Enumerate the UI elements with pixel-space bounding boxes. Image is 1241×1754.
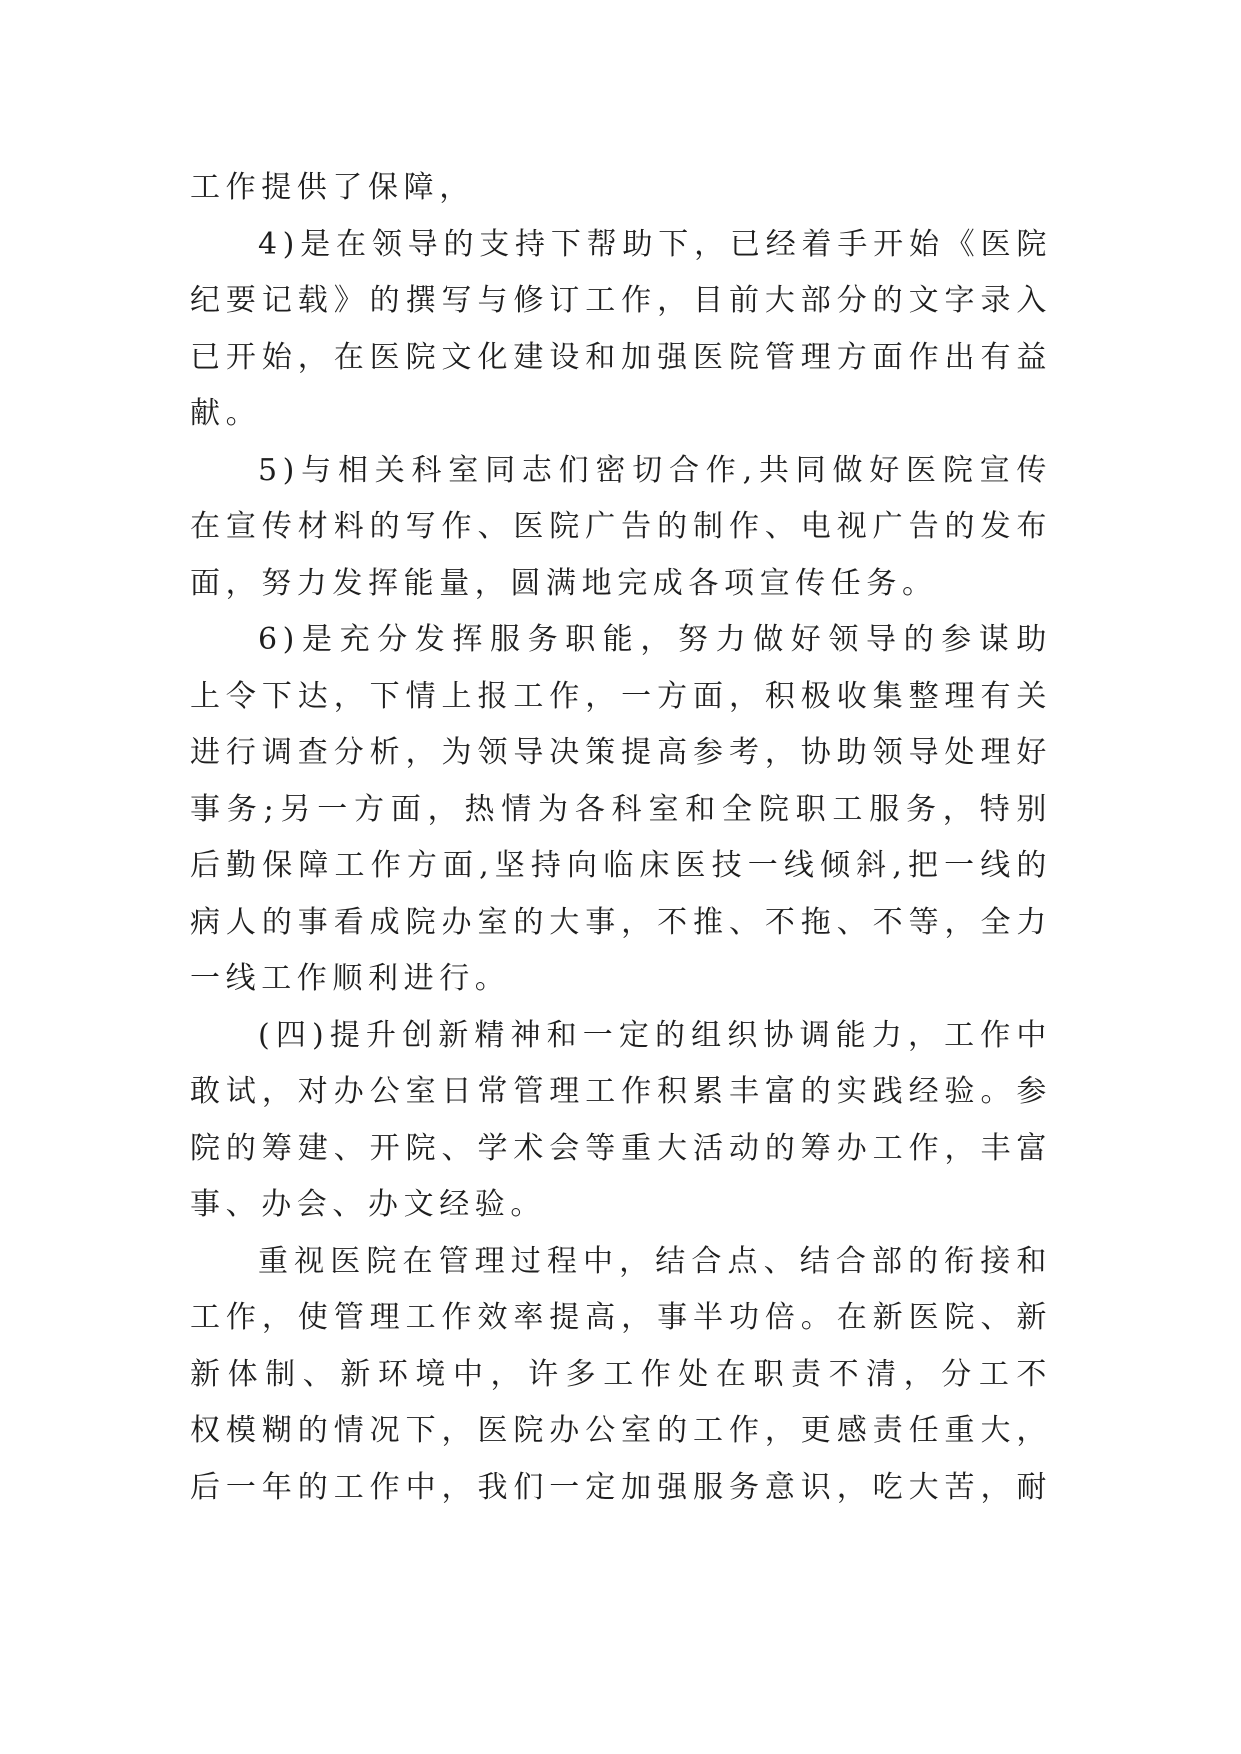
text-line: 一线工作顺利进行。 [190, 961, 511, 996]
text-line: 敢试，对办公室日常管理工作积累丰富的实践经验。参 [190, 1074, 1052, 1109]
document-body [190, 160, 1052, 1516]
text-line: 已开始，在医院文化建设和加强医院管理方面作出有益 [190, 339, 1052, 375]
text-line: 面，努力发挥能量，圆满地完成各项宣传任务。 [190, 565, 938, 601]
text-line: 后一年的工作中，我们一定加强服务意识，吃大苦，耐 [190, 1469, 1052, 1505]
text-line: 上令下达，下情上报工作，一方面，积极收集整理有关 [190, 678, 1052, 714]
text-line: 后勤保障工作方面,坚持向临床医技一线倾斜,把一线的 [190, 848, 1052, 883]
text-line: 献。 [190, 396, 262, 431]
text-line: 工作提供了保障， [190, 170, 475, 205]
text-line: 重视医院在管理过程中，结合点、结合部的衔接和 [258, 1243, 1052, 1279]
text-line: 事务;另一方面，热情为各科室和全院职工服务，特别 [190, 791, 1052, 827]
text-line: 权模糊的情况下，医院办公室的工作，更感责任重大， [190, 1413, 1052, 1448]
text-line: 纪要记载》的撰写与修订工作，目前大部分的文字录入 [190, 283, 1052, 318]
text-line: 院的筹建、开院、学术会等重大活动的筹办工作，丰富 [190, 1130, 1052, 1166]
text-line: 病人的事看成院办室的大事，不推、不拖、不等，全力 [190, 904, 1052, 940]
text-line: (四)提升创新精神和一定的组织协调能力，工作中 [258, 1017, 1052, 1053]
text-line: 4)是在领导的支持下帮助下，已经着手开始《医院 [258, 226, 1052, 262]
text-line: 事、办会、办文经验。 [190, 1187, 546, 1222]
text-line: 5)与相关科室同志们密切合作,共同做好医院宣传 [258, 452, 1052, 488]
text-line: 6)是充分发挥服务职能，努力做好领导的参谋助 [258, 622, 1052, 657]
text-line: 新体制、新环境中，许多工作处在职责不清，分工不 [190, 1356, 1052, 1392]
text-line: 进行调查分析，为领导决策提高参考，协助领导处理好 [190, 735, 1052, 770]
text-line: 在宣传材料的写作、医院广告的制作、电视广告的发布 [190, 509, 1052, 544]
text-line: 工作，使管理工作效率提高，事半功倍。在新医院、新 [190, 1300, 1052, 1335]
